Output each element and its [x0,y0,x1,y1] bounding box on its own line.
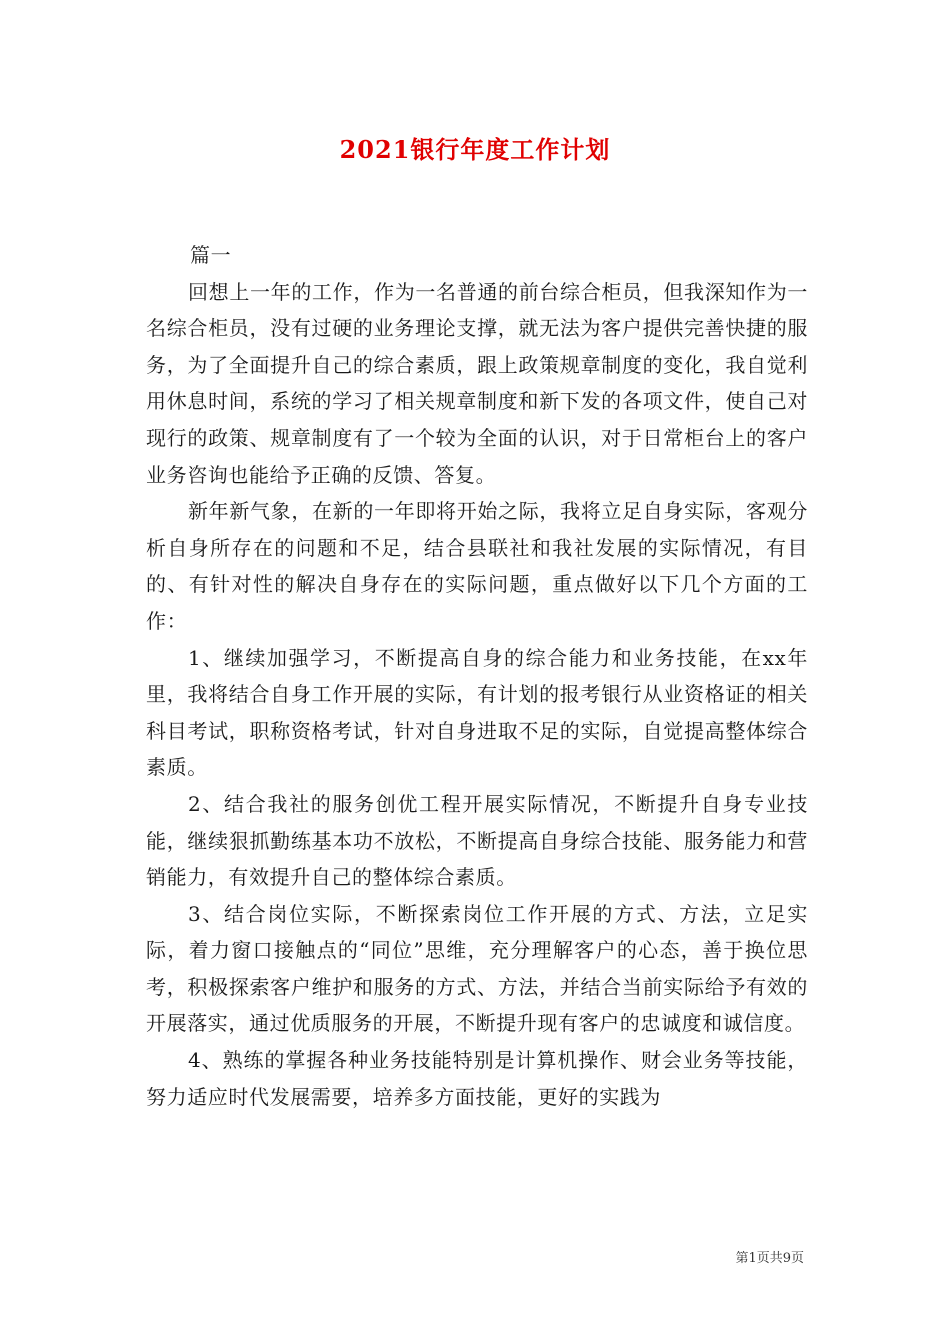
paragraph-item-3: 3、结合岗位实际，不断探索岗位工作开展的方式、方法，立足实际，着力窗口接触点的“同位”思维，充分理解客户的心态，善于换位思考，积极探索客户维护和服务的方式、方法，并结合当前实际给予有效的开展落实，通过优质服务的开展，不断提升现有客户的忠诚度和诚信度。 [146,901,808,1036]
paragraph-item-2: 2、结合我社的服务创优工程开展实际情况，不断提升自身专业技能，继续狠抓勤练基本功不放松，不断提高自身综合技能、服务能力和营销能力，有效提升自己的整体综合素质。 [146,791,808,890]
paragraph-item-4: 4、熟练的掌握各种业务技能特别是计算机操作、财会业务等技能，努力适应时代发展需要，培养多方面技能，更好的实践为 [146,1048,808,1109]
page-number: 第1页共9页 [735,1251,804,1266]
paragraph-review: 回想上一年的工作，作为一名普通的前台综合柜员，但我深知作为一名综合柜员，没有过硬的业务理论支撑，就无法为客户提供完善快捷的服务，为了全面提升自己的综合素质，跟上政策规章制度的变化，我自觉利用休息时间，系统的学习了相关规章制度和新下发的各项文件，使自己对现行的政策、规章制度有了一个较为全面的认识，对于日常柜台上的客户业务咨询也能给予正确的反馈、答复。 [146,279,808,487]
paragraph-new-year: 新年新气象，在新的一年即将开始之际，我将立足自身实际，客观分析自身所存在的问题和不足，结合县联社和我社发展的实际情况，有目的、有针对性的解决自身存在的实际问题，重点做好以下几个方面的工作： [146,499,808,633]
paragraph-item-1: 1、继续加强学习，不断提高自身的综合能力和业务技能，在xx年里，我将结合自身工作开展的实际，有计划的报考银行从业资格证的相关科目考试，职称资格考试，针对自身进取不足的实际，自觉提高整体综合素质。 [146,645,808,780]
document-title: 2021银行年度工作计划 [339,135,611,164]
document-body [146,237,808,1115]
section-heading: 篇一 [190,243,232,267]
